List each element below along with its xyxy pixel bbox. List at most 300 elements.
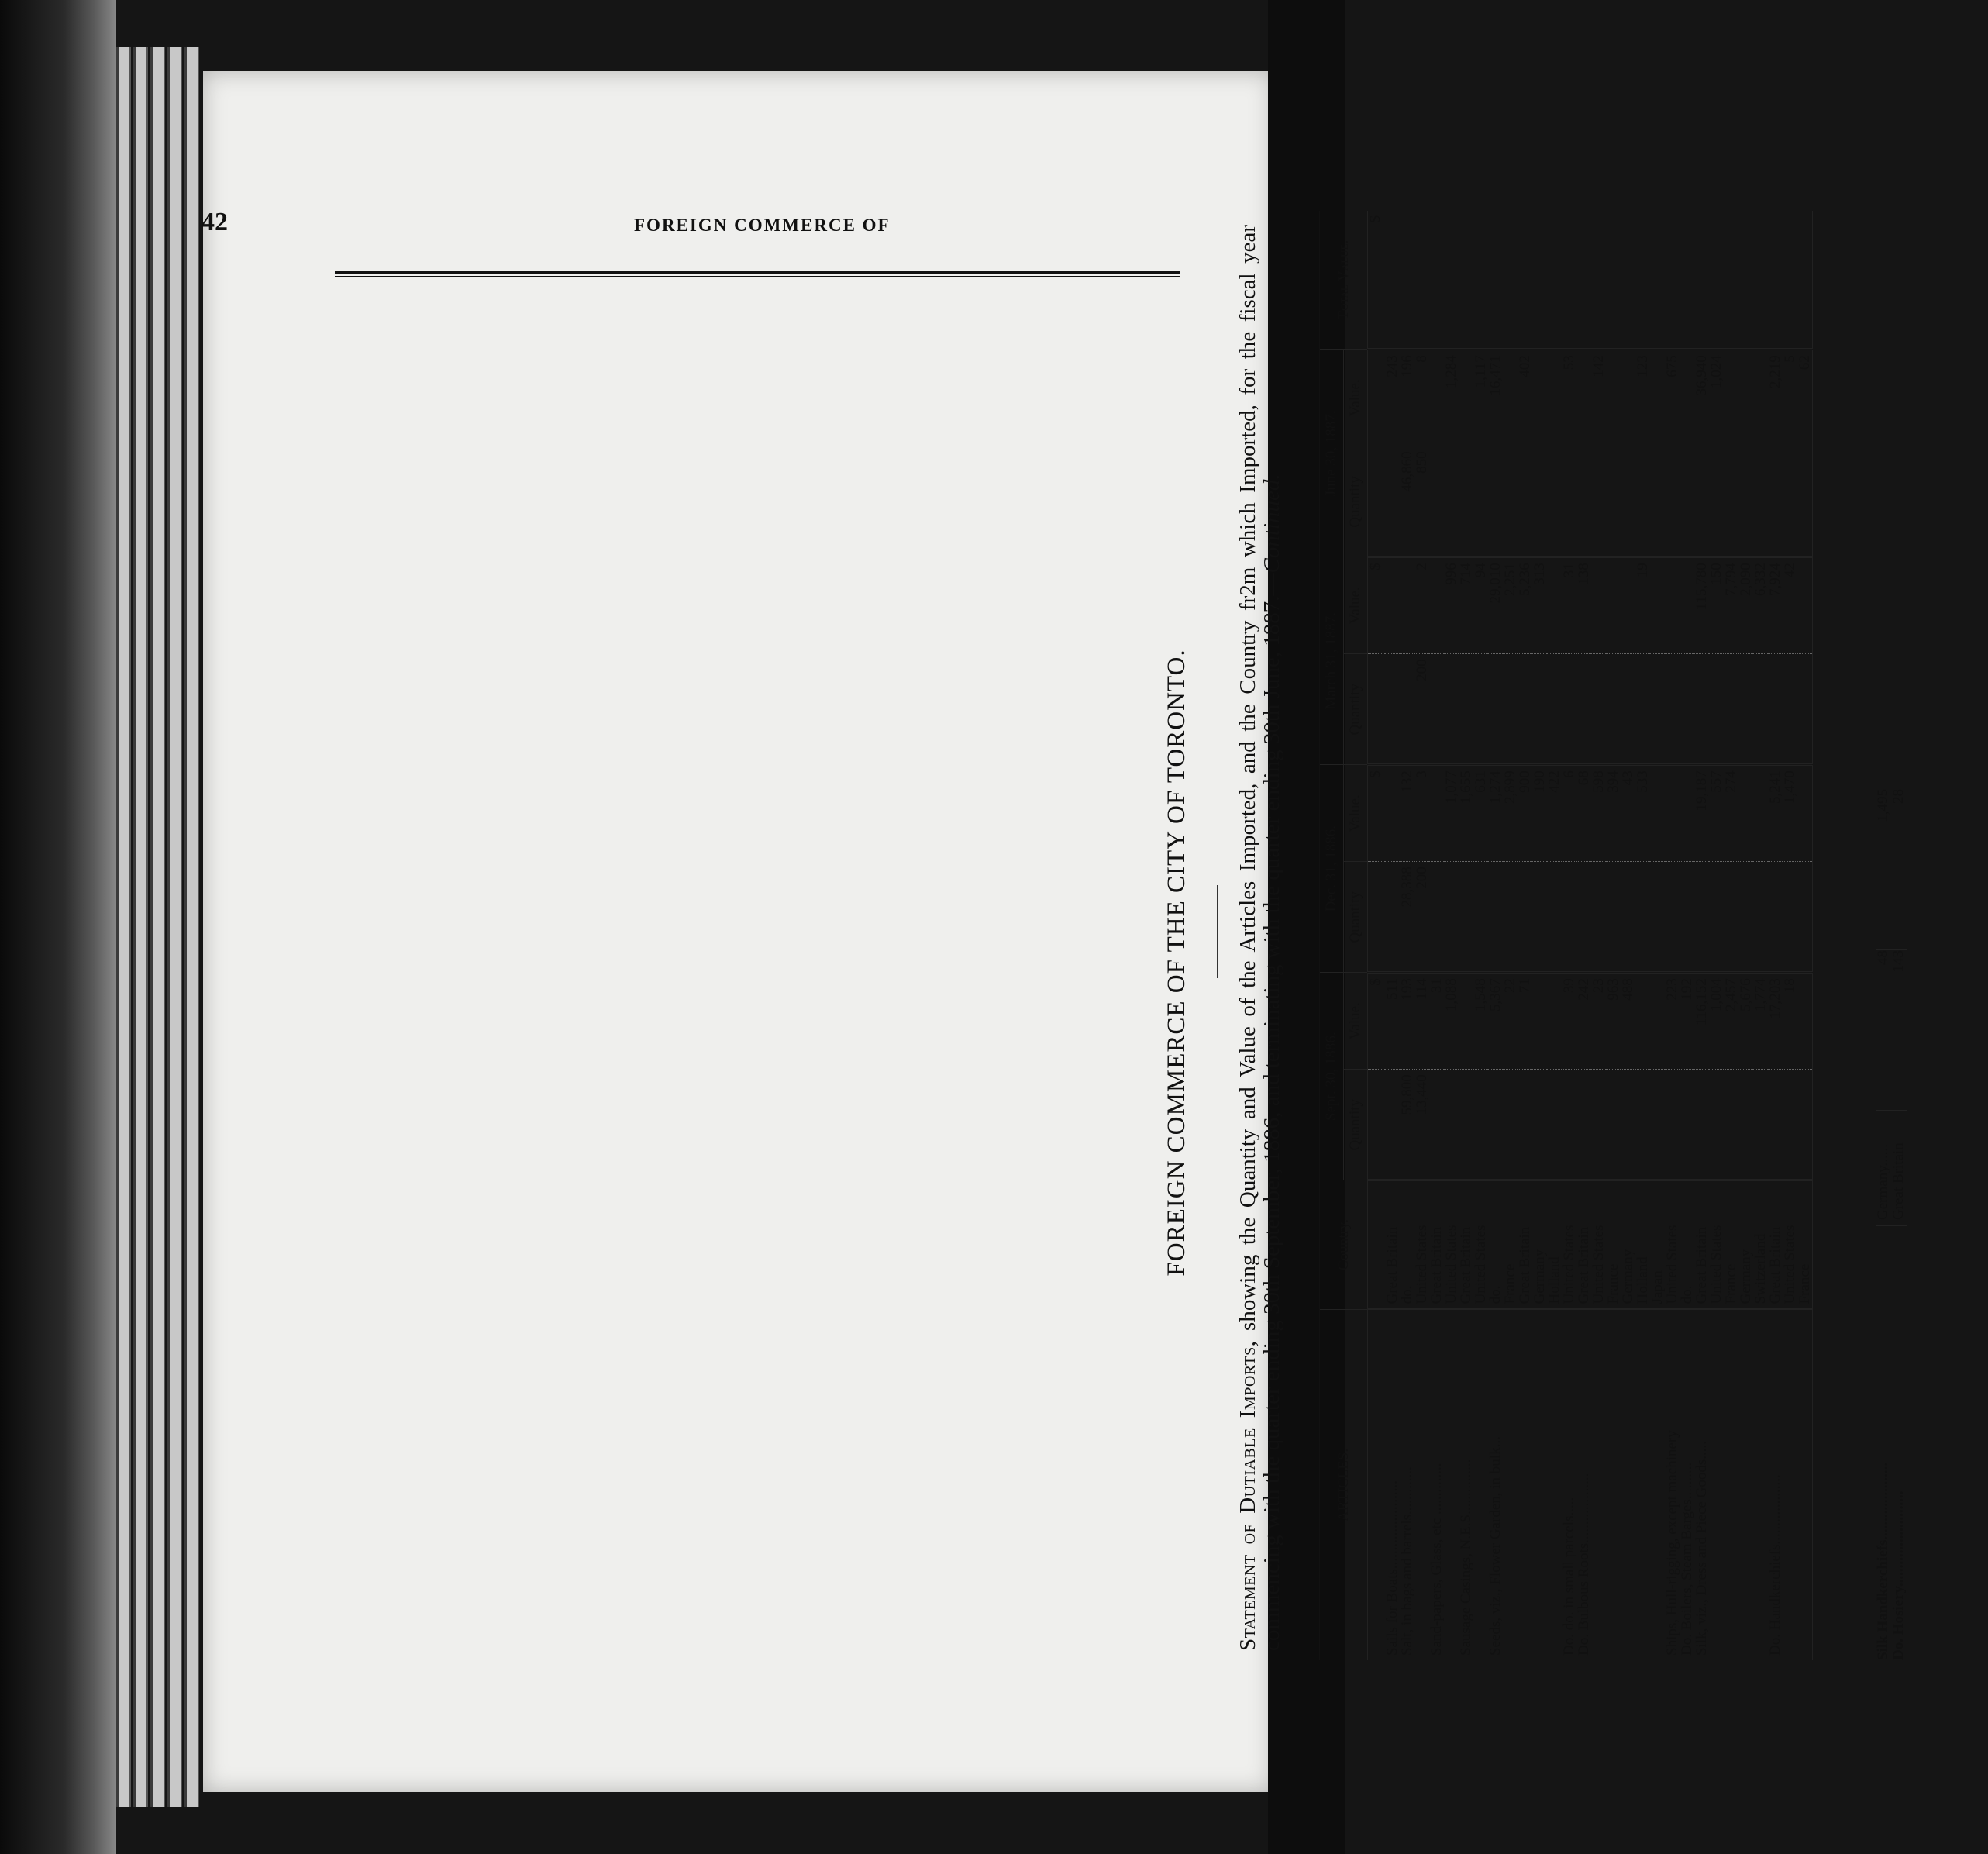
article-cell xyxy=(1606,1309,1621,1660)
table-row xyxy=(1532,211,1547,1660)
article-cell xyxy=(1532,1309,1547,1660)
page-edge xyxy=(116,47,131,1807)
value-cell: 2 xyxy=(1414,557,1429,654)
page-number: 42 xyxy=(202,208,228,236)
value-cell xyxy=(1591,557,1606,654)
total-value-cell xyxy=(1650,211,1665,350)
quantity-cell xyxy=(1562,446,1576,557)
continuation-article: Do. Hosiery.......................... xyxy=(1890,1490,1907,1660)
quantity-cell xyxy=(1783,446,1797,557)
table-row xyxy=(1635,211,1650,1660)
article-cell xyxy=(1547,1309,1562,1660)
table-row xyxy=(1768,211,1783,1660)
table-row xyxy=(1621,211,1635,1660)
quantity-cell xyxy=(1532,1070,1547,1180)
country-cell: Germany xyxy=(1621,1180,1635,1310)
country-cell: France xyxy=(1503,1180,1518,1310)
col-header-period-2: Dec. 31, 1886. xyxy=(1319,765,1344,973)
quantity-cell xyxy=(1650,654,1665,765)
quantity-cell xyxy=(1797,654,1813,765)
total-value-cell xyxy=(1473,211,1488,350)
value-cell: 313 xyxy=(1532,557,1547,654)
value-cell xyxy=(1547,973,1562,1070)
quantity-cell xyxy=(1650,446,1665,557)
value-cell: 36,940 xyxy=(1694,350,1709,446)
article-cell xyxy=(1709,1309,1724,1660)
value-cell: 5,367 xyxy=(1488,973,1503,1070)
quantity-cell: 200 xyxy=(1414,862,1429,973)
quantity-cell xyxy=(1738,1070,1753,1180)
dollar-sign: $ xyxy=(1368,211,1386,350)
statement-body: showing the Quantity and Value of the Articles Imported, and the Country fr2m which Imported, for the fiscal year commencing with the quarter ending 30th September, 1886, and terminating with the quarter ending 30th June, 1887.— xyxy=(1235,225,1284,1651)
value-cell xyxy=(1738,765,1753,862)
value-cell: 22 xyxy=(1503,973,1518,1070)
total-value-cell xyxy=(1562,211,1576,350)
value-cell: 94 xyxy=(1473,557,1488,654)
total-value-cell xyxy=(1680,211,1694,350)
country-cell: United States xyxy=(1709,1180,1724,1310)
value-cell xyxy=(1724,350,1738,446)
article-cell xyxy=(1503,1309,1518,1660)
country-cell: Holland xyxy=(1635,1180,1650,1310)
value-cell: 402 xyxy=(1518,350,1532,446)
country-cell: United States xyxy=(1473,1180,1488,1310)
dollar-sign: $ xyxy=(1368,973,1386,1070)
total-value-cell xyxy=(1724,211,1738,350)
total-value-cell xyxy=(1503,211,1518,350)
page-edge xyxy=(184,47,199,1807)
value-cell xyxy=(1532,973,1547,1070)
continuation-row xyxy=(1891,211,1907,1660)
country-cell: do. xyxy=(1400,1180,1414,1310)
value-cell: 488 xyxy=(1621,973,1635,1070)
page-edge xyxy=(133,47,148,1807)
quantity-cell xyxy=(1547,446,1562,557)
table-row xyxy=(1518,211,1532,1660)
value-cell: 7,924 xyxy=(1768,557,1783,654)
quantity-cell xyxy=(1606,862,1621,973)
quantity-cell xyxy=(1385,446,1400,557)
title-rule xyxy=(1217,885,1218,978)
total-value-cell xyxy=(1621,211,1635,350)
value-cell: 2,457 xyxy=(1724,973,1738,1070)
value-cell xyxy=(1635,973,1650,1070)
value-cell: 963 xyxy=(1606,973,1621,1070)
table-row xyxy=(1724,211,1738,1660)
page-title: FOREIGN COMMERCE OF THE CITY OF TORONTO. xyxy=(1163,649,1190,1277)
value-cell: 31 xyxy=(1562,557,1576,654)
quantity-cell xyxy=(1635,654,1650,765)
value-cell: 274 xyxy=(1724,765,1738,862)
dollar-sign: $ xyxy=(1368,765,1386,862)
value-cell xyxy=(1680,765,1694,862)
quantity-cell xyxy=(1503,446,1518,557)
quantity-cell xyxy=(1665,1070,1680,1180)
article-cell xyxy=(1414,1309,1429,1660)
value-cell xyxy=(1429,350,1444,446)
value-cell: 5,241 xyxy=(1768,765,1783,862)
table-row xyxy=(1429,211,1444,1660)
quantity-cell xyxy=(1665,446,1680,557)
col-header-period-4: June 30, 1887. xyxy=(1319,350,1344,557)
article-cell: Ships, Hull-rigging, except machinery xyxy=(1664,1430,1680,1656)
quantity-cell xyxy=(1518,446,1532,557)
quantity-cell: 850 xyxy=(1414,446,1429,557)
value-cell xyxy=(1576,350,1591,446)
value-cell xyxy=(1650,973,1665,1070)
table-row xyxy=(1400,211,1414,1660)
value-cell: 18 xyxy=(1783,973,1797,1070)
col-header-quantity: Quantity xyxy=(1344,654,1368,765)
quantity-cell xyxy=(1783,1070,1797,1180)
value-cell: 2,899 xyxy=(1503,765,1518,862)
quantity-cell xyxy=(1709,862,1724,973)
article-cell xyxy=(1783,1309,1797,1660)
col-header-value: Value. xyxy=(1344,973,1368,1070)
value-cell xyxy=(1797,973,1813,1070)
article-cell xyxy=(1738,1309,1753,1660)
value-cell xyxy=(1680,350,1694,446)
value-cell: 71 xyxy=(1518,973,1532,1070)
value-cell xyxy=(1650,557,1665,654)
value-cell: 196 xyxy=(1400,350,1414,446)
col-header-quantity: Quantity xyxy=(1344,1070,1368,1180)
total-value-cell xyxy=(1635,211,1650,350)
value-cell: 114 xyxy=(1414,973,1429,1070)
col-header-period-1: Sept. 30, 1886. xyxy=(1319,973,1344,1180)
country-cell: Great Britain xyxy=(1576,1180,1591,1310)
value-cell xyxy=(1606,350,1621,446)
quantity-cell xyxy=(1724,654,1738,765)
quantity-cell xyxy=(1459,654,1473,765)
value-cell: 6,332 xyxy=(1753,557,1768,654)
total-value-cell xyxy=(1429,211,1444,350)
quantity-cell xyxy=(1621,446,1635,557)
value-cell: 1,004 xyxy=(1709,973,1724,1070)
country-cell: United States xyxy=(1414,1180,1429,1310)
value-cell: 6 xyxy=(1562,765,1576,862)
value-cell: 150 xyxy=(1709,557,1724,654)
value-cell xyxy=(1665,557,1680,654)
value-cell xyxy=(1400,557,1414,654)
value-cell xyxy=(1680,557,1694,654)
value-cell: 5,236 xyxy=(1518,557,1532,654)
value-cell: 132 xyxy=(1400,765,1414,862)
quantity-cell xyxy=(1429,446,1444,557)
country-cell: Great Britain xyxy=(1694,1180,1709,1310)
country-cell: Great Britain xyxy=(1429,1180,1444,1310)
article-cell: Do. Bulbous Roots................... xyxy=(1576,1473,1592,1656)
table-row xyxy=(1665,211,1680,1660)
quantity-cell xyxy=(1444,1070,1459,1180)
table-row xyxy=(1650,211,1665,1660)
country-cell: Switzerland xyxy=(1753,1180,1768,1310)
col-header-value: Value. xyxy=(1344,557,1368,654)
quantity-cell xyxy=(1768,654,1783,765)
quantity-cell xyxy=(1562,654,1576,765)
country-cell: France xyxy=(1797,1180,1813,1310)
quantity-cell xyxy=(1576,1070,1591,1180)
value-cell: 5 xyxy=(1783,350,1797,446)
quantity-cell xyxy=(1724,862,1738,973)
quantity-cell xyxy=(1753,654,1768,765)
value-cell: 42 xyxy=(1783,557,1797,654)
table-row xyxy=(1547,211,1562,1660)
country-cell: United States xyxy=(1562,1180,1576,1310)
quantity-cell xyxy=(1694,862,1709,973)
quantity-cell xyxy=(1680,446,1694,557)
country-cell: Germany xyxy=(1738,1180,1753,1310)
quantity-cell xyxy=(1783,654,1797,765)
table-row xyxy=(1444,211,1459,1660)
total-value-cell xyxy=(1797,211,1813,350)
quantity-cell xyxy=(1753,446,1768,557)
value-cell: 1,024 xyxy=(1709,350,1724,446)
quantity-cell xyxy=(1488,446,1503,557)
quantity-cell xyxy=(1576,654,1591,765)
dollar-sign-row xyxy=(1368,211,1386,1660)
quantity-cell xyxy=(1562,862,1576,973)
quantity-cell xyxy=(1591,862,1606,973)
quantity-cell xyxy=(1738,446,1753,557)
quantity-cell xyxy=(1547,1070,1562,1180)
quantity-cell xyxy=(1459,1070,1473,1180)
value-cell xyxy=(1797,765,1813,862)
quantity-cell xyxy=(1444,862,1459,973)
col-header-articles: ARTICLES. xyxy=(1319,1309,1368,1660)
quantity-cell xyxy=(1768,862,1783,973)
value-cell: 5,676 xyxy=(1738,973,1753,1070)
country-cell: Great Britain xyxy=(1385,1180,1400,1310)
quantity-cell xyxy=(1724,1070,1738,1180)
value-cell: 1,470 xyxy=(1783,765,1797,862)
quantity-cell xyxy=(1797,862,1813,973)
value-cell xyxy=(1753,765,1768,862)
value-cell xyxy=(1459,973,1473,1070)
total-value-cell xyxy=(1738,211,1753,350)
quantity-cell xyxy=(1606,1070,1621,1180)
quantity-cell xyxy=(1385,1070,1400,1180)
continuation-value: 1,495 xyxy=(1876,789,1891,950)
value-cell xyxy=(1797,557,1813,654)
col-header-period-3: March 31, 1887. xyxy=(1319,557,1344,765)
country-cell: France xyxy=(1724,1180,1738,1310)
book-page xyxy=(203,71,1273,1792)
quantity-cell xyxy=(1385,654,1400,765)
total-value-cell xyxy=(1591,211,1606,350)
imports-table xyxy=(1318,211,1813,1660)
quantity-cell xyxy=(1680,1070,1694,1180)
running-head: FOREIGN COMMERCE OF xyxy=(634,215,891,235)
quantity-cell xyxy=(1532,446,1547,557)
value-cell xyxy=(1429,765,1444,862)
continuation-value: 48 xyxy=(1876,950,1891,1111)
continuation-value: 143 xyxy=(1891,950,1907,1111)
value-cell: 16,471 xyxy=(1488,350,1503,446)
value-cell xyxy=(1547,350,1562,446)
article-cell: Salt, in bags and barrels............. xyxy=(1399,1466,1415,1656)
quantity-cell xyxy=(1709,1070,1724,1180)
value-cell xyxy=(1385,557,1400,654)
col-header-quantity: Quantity xyxy=(1344,862,1368,973)
col-header-value: Value. xyxy=(1344,350,1368,446)
total-value-cell xyxy=(1488,211,1503,350)
quantity-cell xyxy=(1709,446,1724,557)
continuation-country: Great Britain xyxy=(1891,1111,1907,1226)
col-header-total-value: Total Value. xyxy=(1319,211,1368,350)
continuation-row xyxy=(1876,211,1891,1660)
quantity-cell xyxy=(1738,862,1753,973)
value-cell: 19,187 xyxy=(1694,765,1709,862)
quantity-cell xyxy=(1429,1070,1444,1180)
value-cell: 62 xyxy=(1797,350,1813,446)
article-cell xyxy=(1797,1309,1813,1660)
table-row xyxy=(1680,211,1694,1660)
quantity-cell xyxy=(1518,654,1532,765)
total-value-cell xyxy=(1532,211,1547,350)
quantity-cell xyxy=(1532,862,1547,973)
table-row xyxy=(1738,211,1753,1660)
value-cell: 1,274 xyxy=(1488,765,1503,862)
table-row xyxy=(1503,211,1518,1660)
quantity-cell xyxy=(1738,654,1753,765)
statement-lead: Statement of Dutiable Imports, xyxy=(1235,1340,1260,1651)
col-header-country: Country. xyxy=(1319,1180,1368,1310)
country-cell: United States xyxy=(1444,1180,1459,1310)
quantity-cell: 59,800 xyxy=(1400,1070,1414,1180)
total-value-cell xyxy=(1414,211,1429,350)
quantity-cell xyxy=(1562,1070,1576,1180)
country-cell: Great Britain xyxy=(1459,1180,1473,1310)
quantity-cell xyxy=(1473,654,1488,765)
quantity-cell xyxy=(1591,654,1606,765)
quantity-cell xyxy=(1753,862,1768,973)
country-cell: do. xyxy=(1680,1180,1694,1310)
page-edge xyxy=(150,47,165,1807)
article-cell xyxy=(1753,1309,1768,1660)
value-cell: 31 xyxy=(1429,973,1444,1070)
article-cell: Sand-papers, Glass, etc .............. xyxy=(1428,1463,1445,1656)
value-cell xyxy=(1503,350,1518,446)
quantity-cell xyxy=(1680,654,1694,765)
value-cell: 192 xyxy=(1680,973,1694,1070)
total-value-cell xyxy=(1709,211,1724,350)
article-cell: Do. Boilers, Steam Barges.......... xyxy=(1679,1462,1695,1656)
total-value-cell xyxy=(1768,211,1783,350)
article-cell: Sausage Casings, N.E.S............... xyxy=(1458,1459,1474,1656)
value-cell: 23 xyxy=(1591,973,1606,1070)
total-value-cell xyxy=(1444,211,1459,350)
value-cell xyxy=(1385,765,1400,862)
value-cell: 19 xyxy=(1635,557,1650,654)
value-cell: 243 xyxy=(1385,350,1400,446)
table-row xyxy=(1459,211,1473,1660)
value-cell: 8 xyxy=(1414,350,1429,446)
value-cell: 996 xyxy=(1444,557,1459,654)
quantity-cell xyxy=(1709,654,1724,765)
quantity-cell xyxy=(1429,862,1444,973)
article-cell: Do. Handkerchiefs................... xyxy=(1767,1474,1783,1656)
quantity-cell xyxy=(1459,862,1473,973)
quantity-cell xyxy=(1650,1070,1665,1180)
quantity-cell: 200 xyxy=(1414,654,1429,765)
quantity-cell xyxy=(1444,654,1459,765)
value-cell: 123 xyxy=(1635,350,1650,446)
article-cell: Silk, viz., Dress and Piece Goods..... xyxy=(1693,1440,1710,1656)
value-cell: 116,152 xyxy=(1694,973,1709,1070)
table-row xyxy=(1488,211,1503,1660)
article-cell xyxy=(1635,1309,1650,1660)
value-cell: 1,548 xyxy=(1473,973,1488,1070)
value-cell: 631 xyxy=(1473,765,1488,862)
value-cell xyxy=(1650,765,1665,862)
value-cell xyxy=(1606,557,1621,654)
quantity-cell xyxy=(1680,862,1694,973)
article-cell xyxy=(1621,1309,1635,1660)
value-cell: 422 xyxy=(1547,765,1562,862)
quantity-cell xyxy=(1400,654,1414,765)
article-cell: Seeds, viz., Flower Garden, in bulk... xyxy=(1487,1436,1504,1656)
value-cell: 714 xyxy=(1459,557,1473,654)
value-cell: 7,794 xyxy=(1724,557,1738,654)
quantity-cell xyxy=(1650,862,1665,973)
value-cell xyxy=(1738,350,1753,446)
value-cell: 533 xyxy=(1635,765,1650,862)
table-row xyxy=(1591,211,1606,1660)
quantity-cell xyxy=(1621,1070,1635,1180)
value-cell xyxy=(1650,350,1665,446)
article-cell xyxy=(1650,1309,1665,1660)
total-value-cell xyxy=(1459,211,1473,350)
country-cell: France xyxy=(1606,1180,1621,1310)
value-cell: 1,284 xyxy=(1444,350,1459,446)
quantity-cell xyxy=(1783,862,1797,973)
quantity-cell xyxy=(1665,862,1680,973)
quantity-cell xyxy=(1606,654,1621,765)
quantity-cell xyxy=(1547,862,1562,973)
quantity-cell xyxy=(1694,446,1709,557)
quantity-cell xyxy=(1621,862,1635,973)
table-row xyxy=(1576,211,1591,1660)
value-cell: 242 xyxy=(1576,973,1591,1070)
table-row xyxy=(1694,211,1709,1660)
quantity-cell xyxy=(1694,1070,1709,1180)
table-row xyxy=(1414,211,1429,1660)
quantity-cell xyxy=(1621,654,1635,765)
total-value-cell xyxy=(1385,211,1400,350)
header-rule xyxy=(335,271,1180,274)
total-value-cell xyxy=(1518,211,1532,350)
value-cell: 1,077 xyxy=(1444,765,1459,862)
total-value-cell xyxy=(1694,211,1709,350)
value-cell xyxy=(1459,350,1473,446)
total-value-cell xyxy=(1783,211,1797,350)
value-cell xyxy=(1429,557,1444,654)
quantity-cell xyxy=(1532,654,1547,765)
article-cell xyxy=(1518,1309,1532,1660)
quantity-cell xyxy=(1635,862,1650,973)
article-cell: Sails for Boats........................ xyxy=(1384,1480,1401,1656)
table-row xyxy=(1606,211,1621,1660)
value-cell: 1,088 xyxy=(1444,973,1459,1070)
rotated-table-region xyxy=(1151,211,1988,1660)
value-cell: 2,090 xyxy=(1738,557,1753,654)
value-cell xyxy=(1532,350,1547,446)
value-cell: 193 xyxy=(1400,973,1414,1070)
value-cell: 394 xyxy=(1606,765,1621,862)
quantity-cell xyxy=(1797,446,1813,557)
article-cell xyxy=(1591,1309,1606,1660)
